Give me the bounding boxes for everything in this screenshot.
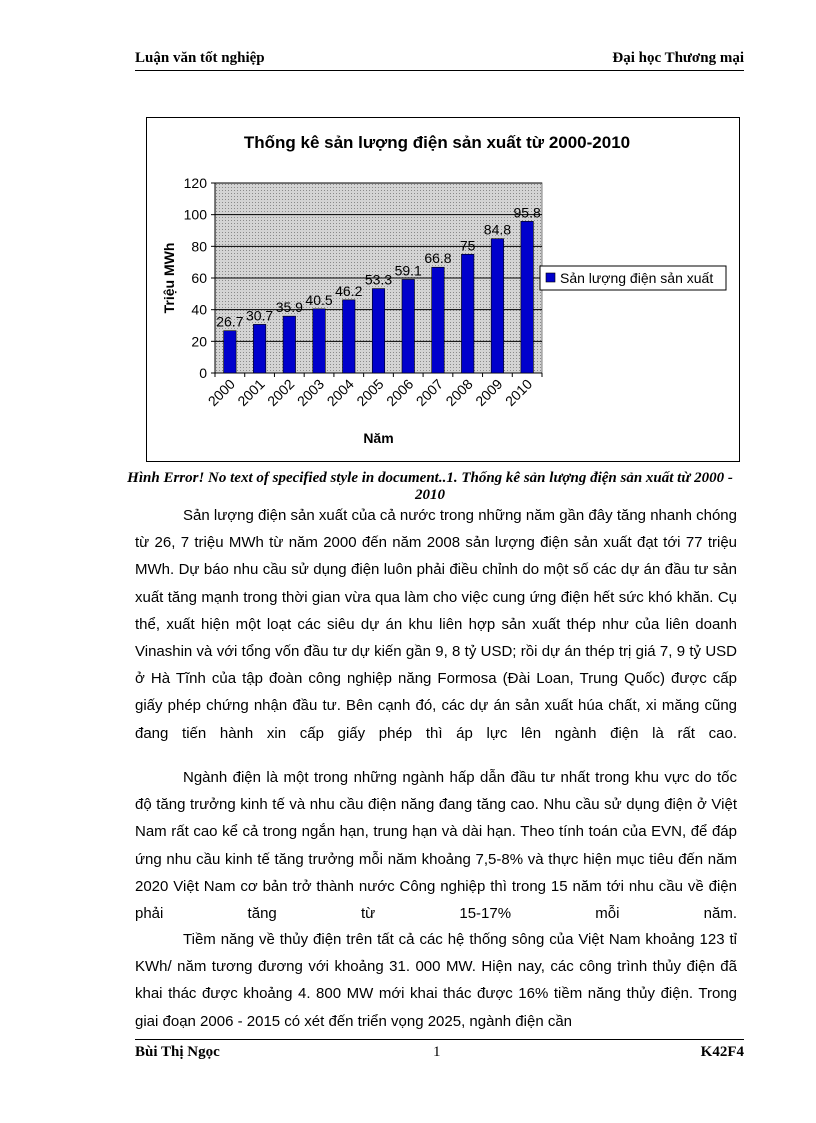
- x-tick-label: 2009: [472, 375, 506, 410]
- x-tick-label: 2010: [501, 375, 536, 410]
- legend-swatch: [546, 273, 555, 282]
- x-tick-label: 2001: [234, 375, 268, 410]
- page-number: 1: [433, 1044, 441, 1060]
- x-axis-title: Năm: [363, 430, 394, 446]
- y-tick-label: 100: [183, 206, 207, 223]
- bar: [343, 300, 355, 373]
- x-tick-label: 2003: [293, 375, 328, 410]
- data-label: 75: [459, 237, 476, 254]
- bar: [372, 289, 384, 373]
- x-tick-label: 2004: [323, 375, 357, 410]
- y-tick-label: 60: [191, 270, 207, 286]
- paragraph-1: Sản lượng điện sản xuất của cả nước trong những năm gần đây tăng nhanh chóng từ 26, 7 triệu MWh từ năm 2000 đến năm 2008 sản lượng điện sản xuất đạt tới 77 triệu MWh. Dự báo nhu cầu sử dụng điện luôn phải điều chỉnh do một số các dự án đầu tư sản xuất tăng mạnh trong thời gian vừa qua làm cho việc cung ứng điện hết sức khó khăn. Cụ thể, xuất hiện một loạt các siêu dự án khu liên hợp sản xuất thép như của liên doanh Vinashin và với tổng vốn đầu tư dự kiến gần 9, 8 tỷ USD; rồi dự án thép trị giá 7, 9 tỷ USD ở Hà Tĩnh của tập đoàn công nghiệp năng Formosa (Đài Loan, Trung Quốc) được cấp giấy phép chứng nhận đầu tư. Bên cạnh đó, các dự án sản xuất húa chất, xi măng cũng đang tiến hành xin cấp giấy phép thì áp lực lên ngành điện là rất cao.: [135, 507, 737, 742]
- data-label: 95.8: [513, 204, 541, 221]
- x-tick-label: 2006: [383, 375, 417, 410]
- figure-caption: Hình Error! No text of specified style in document..1. Thống kê sản lượng điện sản xuất từ 2000 - 2010: [127, 470, 733, 503]
- y-tick-label: 0: [199, 365, 207, 381]
- bar: [491, 239, 503, 373]
- header-left: Luận văn tốt nghiệp: [135, 50, 265, 66]
- footer-class: K42F4: [700, 1044, 744, 1060]
- paragraph-2: Ngành điện là một trong những ngành hấp dẫn đầu tư nhất trong khu vực do tốc độ tăng trưởng kinh tế và nhu cầu điện năng đang tăng cao. Nhu cầu sử dụng điện ở Việt Nam rất cao kể cả trong ngắn hạn, trung hạn và dài hạn. Theo tính toán của EVN, để đáp ứng nhu cầu kinh tế tăng trưởng mỗi năm khoảng 7,5-8% và thực hiện mục tiêu đến năm 2020 Việt Nam cơ bản trở thành nước Công nghiệp thì trong 15 năm tới nhu cầu về điện phải tăng từ 15-17% mỗi năm.: [135, 769, 737, 923]
- page-header: [135, 50, 744, 71]
- bar: [432, 267, 444, 373]
- data-label: 84.8: [483, 221, 512, 238]
- y-tick-label: 80: [191, 238, 207, 255]
- y-tick-label: 40: [191, 301, 207, 318]
- paragraph-3: Tiềm năng về thủy điện trên tất cả các hệ thống sông của Việt Nam khoảng 123 tỉ KWh/ năm tương đương với khoảng 31. 000 MW. Hiện nay, các công trình thủy điện đã khai thác được khoảng 4. 800 MW mới khai thác được 16% tiềm năng thủy điện. Trong giai đoạn 2006 - 2015 có xét đến triển vọng 2025, ngành điện cần: [135, 931, 737, 1030]
- x-tick-label: 2000: [204, 375, 238, 410]
- bar: [253, 324, 265, 373]
- data-label: 46.2: [335, 282, 363, 299]
- x-tick-label: 2007: [412, 375, 447, 410]
- header-right: Đại học Thương mại: [612, 50, 744, 66]
- data-label: 26.7: [216, 313, 244, 330]
- bar: [283, 316, 295, 373]
- x-tick-label: 2002: [264, 375, 298, 410]
- data-label: 59.1: [394, 262, 422, 279]
- bar: [313, 309, 325, 373]
- x-tick-label: 2005: [353, 375, 387, 410]
- data-label: 40.5: [305, 291, 333, 308]
- y-tick-label: 120: [183, 175, 207, 191]
- bar: [461, 254, 473, 373]
- bar-chart: [146, 117, 740, 462]
- data-label: 35.9: [275, 299, 303, 316]
- page-footer: [135, 1039, 744, 1064]
- footer-author: Bùi Thị Ngọc: [135, 1044, 220, 1060]
- chart-title: Thống kê sản lượng điện sản xuất từ 2000-2010: [243, 133, 631, 152]
- x-tick-label: 2008: [442, 375, 476, 410]
- y-axis-title: Triệu MWh: [161, 242, 177, 314]
- bar: [224, 331, 236, 373]
- data-label: 30.7: [245, 307, 274, 324]
- data-label: 66.8: [424, 250, 452, 267]
- y-tick-label: 20: [191, 333, 207, 350]
- data-label: 53.3: [364, 271, 393, 288]
- bar: [402, 279, 414, 373]
- legend-label: Sản lượng điện sản xuất: [560, 270, 714, 286]
- bar: [521, 221, 533, 373]
